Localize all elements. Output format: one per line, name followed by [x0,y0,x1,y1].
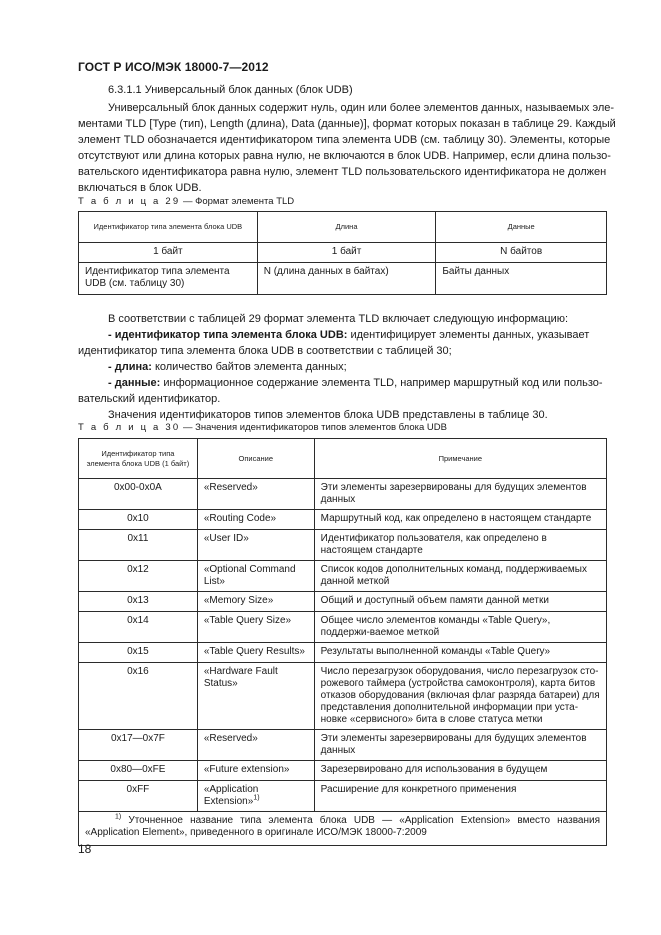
table30-caption-prefix: Т а б л и ц а 30 [78,422,181,433]
table-row [79,479,607,510]
document-header: ГОСТ Р ИСО/МЭК 18000-7—2012 [78,60,269,74]
table-30 [78,438,607,846]
table30-caption-title: — Значения идентификаторов типов элементов блока UDB [180,422,447,433]
table-cell: 0x00-0x0A [79,479,198,510]
intro-paragraph [78,100,616,196]
table-row [79,643,607,663]
table29-caption-title: — Формат элемента TLD [180,196,295,207]
table-cell: Эти элементы зарезервированы для будущих элементов данных [314,730,606,761]
body-line: - длина: количество байтов элемента данных; [108,361,347,373]
table-cell: «Memory Size» [197,592,314,612]
table-cell: Число перезагрузок оборудования, число перезагрузок сто-рожевого таймера (устройства самоконтроля), карта битов отказов оборудования (включая флаг разряда батареи) для представления дополнительной информации при уста-новке «сервисного» бита в слове статуса метки [314,663,606,730]
table-cell: Эти элементы зарезервированы для будущих элементов данных [314,479,606,510]
table-row [79,530,607,561]
intro-line: Универсальный блок данных содержит нуль, один или более элементов данных, называемых эле- [108,102,615,114]
table-row [79,612,607,643]
section-heading: 6.3.1.1 Универсальный блок данных (блок UDB) [108,84,353,96]
table29-caption-prefix: Т а б л и ц а 29 [78,196,181,207]
table29-header: Данные [436,212,607,243]
term-label: - идентификатор типа элемента блока UDB: [108,329,348,341]
table-cell: Маршрутный код, как определено в настоящем стандарте [314,510,606,530]
body-line: вательский идентификатор. [78,393,221,405]
table-row [79,510,607,530]
table-cell: Байты данных [436,263,607,295]
body-line: - данные: информационное содержание элемента TLD, например маршрутный код или пользо- [108,377,603,389]
table-cell: «Application Extension»$^{1)}$ [197,781,314,812]
table-cell: «Reserved» [197,479,314,510]
table-cell: Список кодов дополнительных команд, поддерживаемых данной меткой [314,561,606,592]
table30-caption [78,422,447,433]
table-cell: 1 байт [79,243,258,263]
table-cell: Зарезервировано для использования в будущем [314,761,606,781]
table-cell: Идентификатор пользователя, как определено в настоящем стандарте [314,530,606,561]
table-footnote-row [79,812,607,846]
table-cell: «Hardware Fault Status» [197,663,314,730]
table-row [79,592,607,612]
table-cell: 0x80—0xFE [79,761,198,781]
table-cell: 0x17—0x7F [79,730,198,761]
table-29 [78,211,607,295]
body-paragraph [78,311,606,423]
table-cell: Общее число элементов команды «Table Query», поддержи-ваемое меткой [314,612,606,643]
intro-line: включаться в блок UDB. [78,182,202,194]
table-cell: 0x10 [79,510,198,530]
table-row [79,243,607,263]
table-cell: N (длина данных в байтах) [257,263,436,295]
body-line: идентификатор типа элемента блока UDB в соответствии с таблицей 30; [78,345,452,357]
table-cell: «User ID» [197,530,314,561]
table-row [79,761,607,781]
table30-header: Идентификатор типа элемента блока UDB (1 байт) [79,439,198,479]
table-row [79,730,607,761]
term-label: - длина: [108,361,152,373]
footnote-marker: 1) [115,813,122,821]
table-cell: Идентификатор типа элемента UDB (см. таблицу 30) [79,263,258,295]
table-cell: 0x13 [79,592,198,612]
table-cell: «Reserved» [197,730,314,761]
page-number: 18 [78,842,92,856]
term-label: - данные: [108,377,161,389]
intro-line: ментами TLD [Type (тип), Length (длина), Data (данные)], формат которых показан в таблице 29. Каждый [78,118,616,130]
body-line: Значения идентификаторов типов элементов блока UDB представлены в таблице 30. [108,409,548,421]
table-cell: «Table Query Size» [197,612,314,643]
table30-header: Описание [197,439,314,479]
table-cell: 0x11 [79,530,198,561]
intro-line: отсутствуют или длина которых равна нулю, не включаются в блок UDB. Например, если длина пользо- [78,150,611,162]
table-cell: 0x12 [79,561,198,592]
table-row [79,561,607,592]
footnote-text: Уточненное название типа элемента блока UDB — «Application Extension» вместо названия «Application Element», приведенного в оригинале ИСО/МЭК 18000-7:2009 [85,815,600,838]
intro-line: вательского идентификатора равна нулю, элемент TLD пользовательского идентификатора не должен [78,166,607,178]
table-row [79,663,607,730]
table-cell: 1 байт [257,243,436,263]
table-cell: 0x15 [79,643,198,663]
table-cell: 0x14 [79,612,198,643]
table-cell: «Routing Code» [197,510,314,530]
body-line: - идентификатор типа элемента блока UDB: идентифицирует элементы данных, указывает [108,329,590,341]
table30-header: Примечание [314,439,606,479]
table29-header: Идентификатор типа элемента блока UDB [79,212,258,243]
table-cell: Результаты выполненной команды «Table Query» [314,643,606,663]
table-cell: N байтов [436,243,607,263]
table-cell: 0x16 [79,663,198,730]
table-cell: «Optional Command List» [197,561,314,592]
intro-line: элемент TLD обозначается идентификатором типа элемента UDB (см. таблицу 30). Элементы, которые [78,134,611,146]
table29-header: Длина [257,212,436,243]
table29-caption [78,196,294,207]
table-cell: 0xFF [79,781,198,812]
table-cell: «Future extension» [197,761,314,781]
body-line: В соответствии с таблицей 29 формат элемента TLD включает следующую информацию: [108,313,569,325]
table-row [79,781,607,812]
table-row [79,263,607,295]
table-footnote [79,812,607,846]
table-cell: Расширение для конкретного применения [314,781,606,812]
table-cell: «Table Query Results» [197,643,314,663]
table-cell: Общий и доступный объем памяти данной метки [314,592,606,612]
footnote-marker: 1) [253,794,260,802]
